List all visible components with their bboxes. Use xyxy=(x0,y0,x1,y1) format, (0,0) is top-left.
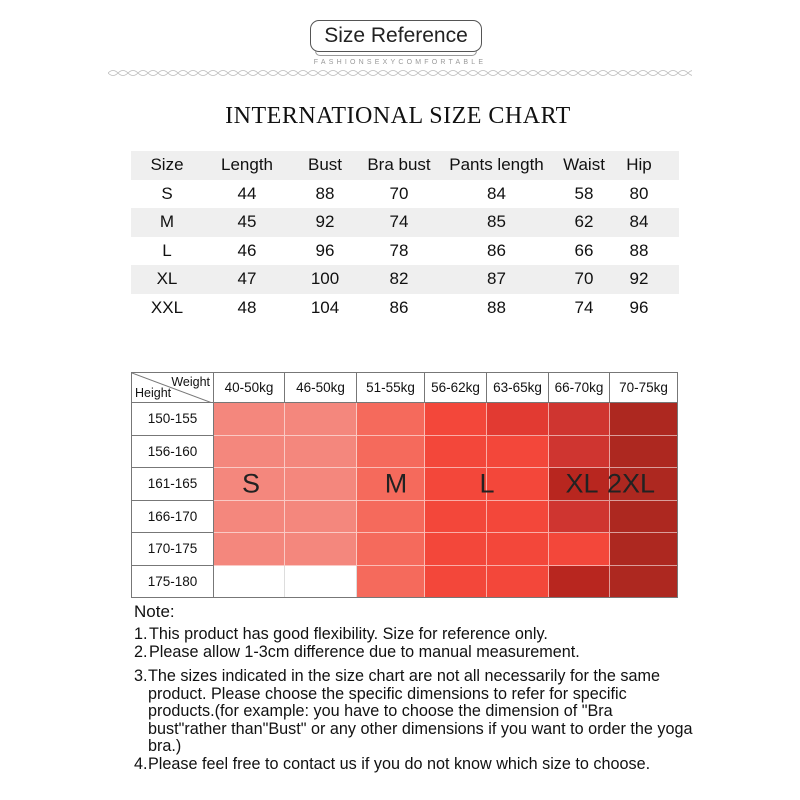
size-cell xyxy=(357,501,425,534)
size-table-cell: XXL xyxy=(150,297,184,317)
size-table-cell: XL xyxy=(156,269,178,289)
note-item: 4. Please feel free to contact us if you do not know which size to choose. xyxy=(134,754,651,773)
note-item: 1. This product has good flexibility. Size for reference only. xyxy=(134,625,548,643)
size-table-cell: 86 xyxy=(487,240,506,260)
height-row-header: 175-180 xyxy=(131,566,214,599)
size-region-label: L xyxy=(479,468,495,499)
size-cell xyxy=(214,501,285,534)
size-table-cell: 100 xyxy=(310,269,340,289)
size-cell xyxy=(425,533,487,566)
size-table-cell: 45 xyxy=(237,212,257,232)
size-cell xyxy=(487,533,549,566)
size-region-label: M xyxy=(384,468,408,499)
size-table-row xyxy=(131,180,679,209)
weight-column-header: 56-62kg xyxy=(425,372,487,403)
weight-column-header: 40-50kg xyxy=(214,372,285,403)
size-table-cell: 82 xyxy=(389,269,409,289)
size-cell xyxy=(285,403,357,436)
size-table-cell: 92 xyxy=(629,269,649,289)
weight-column-header: 51-55kg xyxy=(357,372,425,403)
weight-column-header: 63-65kg xyxy=(487,372,549,403)
size-cell xyxy=(425,501,487,534)
size-table-cell: 104 xyxy=(310,297,340,317)
size-table-cell: 96 xyxy=(629,297,649,317)
height-row-header: 170-175 xyxy=(131,533,214,566)
size-table-row xyxy=(131,294,679,323)
height-row-header: 156-160 xyxy=(131,436,214,469)
height-row-header: 161-165 xyxy=(131,468,214,501)
size-region-label: XL xyxy=(565,468,599,499)
size-table-cell: 78 xyxy=(389,240,409,260)
size-cell xyxy=(285,566,357,599)
size-cell xyxy=(487,436,549,469)
size-cell xyxy=(357,533,425,566)
size-table xyxy=(131,151,679,322)
size-table-cell: 74 xyxy=(389,212,409,232)
note-item: 2. Please allow 1-3cm difference due to manual measurement. xyxy=(134,642,580,661)
size-table-cell: 66 xyxy=(574,240,594,260)
size-table-cell: 87 xyxy=(487,269,506,289)
size-cell xyxy=(610,436,678,469)
size-cell xyxy=(487,566,549,599)
size-table-cell: S xyxy=(161,183,173,203)
size-table-row xyxy=(131,265,679,294)
size-table-cell: 88 xyxy=(629,240,649,260)
size-table-cell: 84 xyxy=(629,212,649,232)
size-table-cell: 47 xyxy=(237,269,257,289)
header-bust: Bust xyxy=(307,155,343,175)
size-cell xyxy=(357,436,425,469)
size-table-cell: 46 xyxy=(237,240,257,260)
weight-column-header: 46-50kg xyxy=(285,372,357,403)
size-cell xyxy=(357,566,425,599)
size-cell xyxy=(425,468,487,501)
note-title: Note: xyxy=(134,602,175,621)
size-reference-badge: Size Reference xyxy=(310,20,482,52)
size-table-cell: 48 xyxy=(237,297,257,317)
chart-title: INTERNATIONAL SIZE CHART xyxy=(225,103,571,129)
size-table-row xyxy=(131,208,679,237)
decorative-wave-divider xyxy=(108,67,692,79)
size-cell xyxy=(425,403,487,436)
size-table-cell: 88 xyxy=(487,297,506,317)
size-table-cell: 88 xyxy=(315,183,335,203)
size-table-cell: M xyxy=(159,212,175,232)
size-table-cell: 70 xyxy=(574,269,594,289)
size-table-cell: 70 xyxy=(389,183,409,203)
size-cell xyxy=(610,501,678,534)
size-cell xyxy=(285,436,357,469)
size-cell xyxy=(285,468,357,501)
size-table-cell: 96 xyxy=(315,240,335,260)
header-length: Length xyxy=(221,155,273,175)
size-table-cell: 62 xyxy=(574,212,594,232)
height-row-header: 166-170 xyxy=(131,501,214,534)
size-table-cell: L xyxy=(162,240,172,260)
grid-corner xyxy=(131,372,214,403)
size-cell xyxy=(487,403,549,436)
size-cell xyxy=(487,501,549,534)
header-pants-length: Pants length xyxy=(449,155,544,175)
weight-column-header: 70-75kg xyxy=(610,372,678,403)
header-bra-bust: Bra bust xyxy=(367,155,431,175)
height-row-header: 150-155 xyxy=(131,403,214,436)
corner-weight-label: Weight xyxy=(171,375,210,389)
size-cell xyxy=(214,566,285,599)
size-cell xyxy=(610,403,678,436)
size-cell xyxy=(425,436,487,469)
size-cell xyxy=(285,501,357,534)
size-cell xyxy=(549,566,610,599)
size-cell xyxy=(549,501,610,534)
size-cell xyxy=(549,533,610,566)
size-cell xyxy=(425,566,487,599)
weight-height-grid xyxy=(131,372,678,598)
size-table-cell: 44 xyxy=(237,183,257,203)
size-table-cell: 86 xyxy=(389,297,409,317)
size-table-header xyxy=(131,151,679,180)
tagline: FASHIONSEXYCOMFORTABLE xyxy=(313,59,487,66)
size-cell xyxy=(487,468,549,501)
note-item: 3. The sizes indicated in the size chart are not all necessarily for the same product. Please choose the specific dimensions to refer for specific products.(for example: you have to choose the dimension of "Bra bust"rather than"Bust" or any other dimensions if you want to order the yoga bra.) xyxy=(134,667,693,755)
header-waist: Waist xyxy=(563,155,605,175)
size-cell xyxy=(549,436,610,469)
corner-height-label: Height xyxy=(135,386,172,400)
size-cell xyxy=(214,403,285,436)
size-cell xyxy=(610,533,678,566)
header-size: Size xyxy=(150,155,184,175)
size-table-cell: 85 xyxy=(487,212,506,232)
size-cell xyxy=(214,533,285,566)
size-cell xyxy=(214,436,285,469)
notes-list xyxy=(134,626,694,773)
size-cell xyxy=(549,403,610,436)
size-table-cell: 80 xyxy=(629,183,649,203)
size-region-label: 2XL xyxy=(606,468,656,499)
header-hip: Hip xyxy=(626,155,652,175)
weight-column-header: 66-70kg xyxy=(549,372,610,403)
size-table-row xyxy=(131,237,679,266)
size-table-cell: 92 xyxy=(315,212,335,232)
size-cell xyxy=(610,566,678,599)
size-cell xyxy=(285,533,357,566)
size-table-cell: 84 xyxy=(487,183,506,203)
size-cell xyxy=(357,403,425,436)
size-table-cell: 58 xyxy=(574,183,594,203)
size-table-cell: 74 xyxy=(574,297,594,317)
size-region-label: S xyxy=(241,468,261,499)
